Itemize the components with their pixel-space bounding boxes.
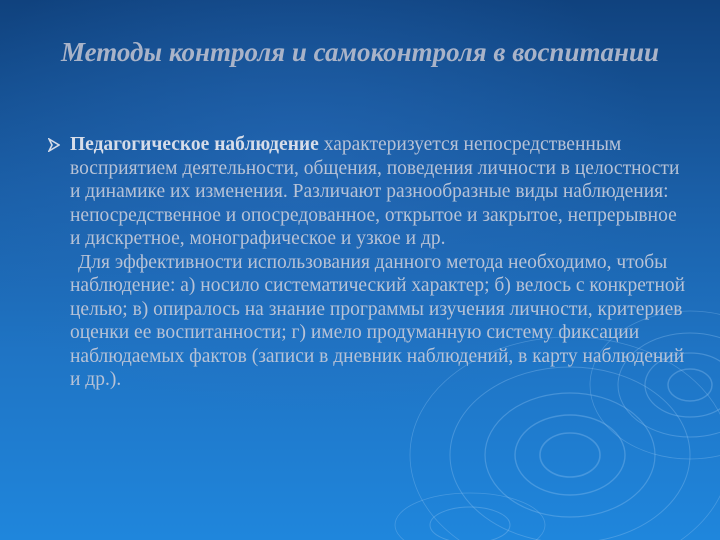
slide-body [48, 133, 688, 392]
term-pedagogical-observation: Педагогическое наблюдение [70, 134, 319, 155]
arrowhead-bullet-icon [48, 133, 62, 157]
slide-title: Методы контроля и самоконтроля в воспитании [60, 37, 659, 67]
paragraph-observation [70, 133, 688, 251]
paragraph-observation-text: характеризуется непосредственным восприятием деятельности, общения, поведения личности в целостности и динамике их изменения. Различают разнообразные виды наблюдения: непосредственное и опосредованное, открытое и закрытое, непрерывное и дискретное, монографическое и узкое и др. [70, 134, 680, 249]
paragraph-effectiveness: Для эффективности использования данного метода необходимо, чтобы наблюдение: а) носило систематический характер; б) велось с конкретной целью; в) опиралось на знание программы изучения личности, критериев оценки ее воспитанности; г) имело продуманную систему фиксации наблюдаемых фактов (записи в дневник наблюдений, в карту наблюдений и др.). [70, 251, 686, 390]
